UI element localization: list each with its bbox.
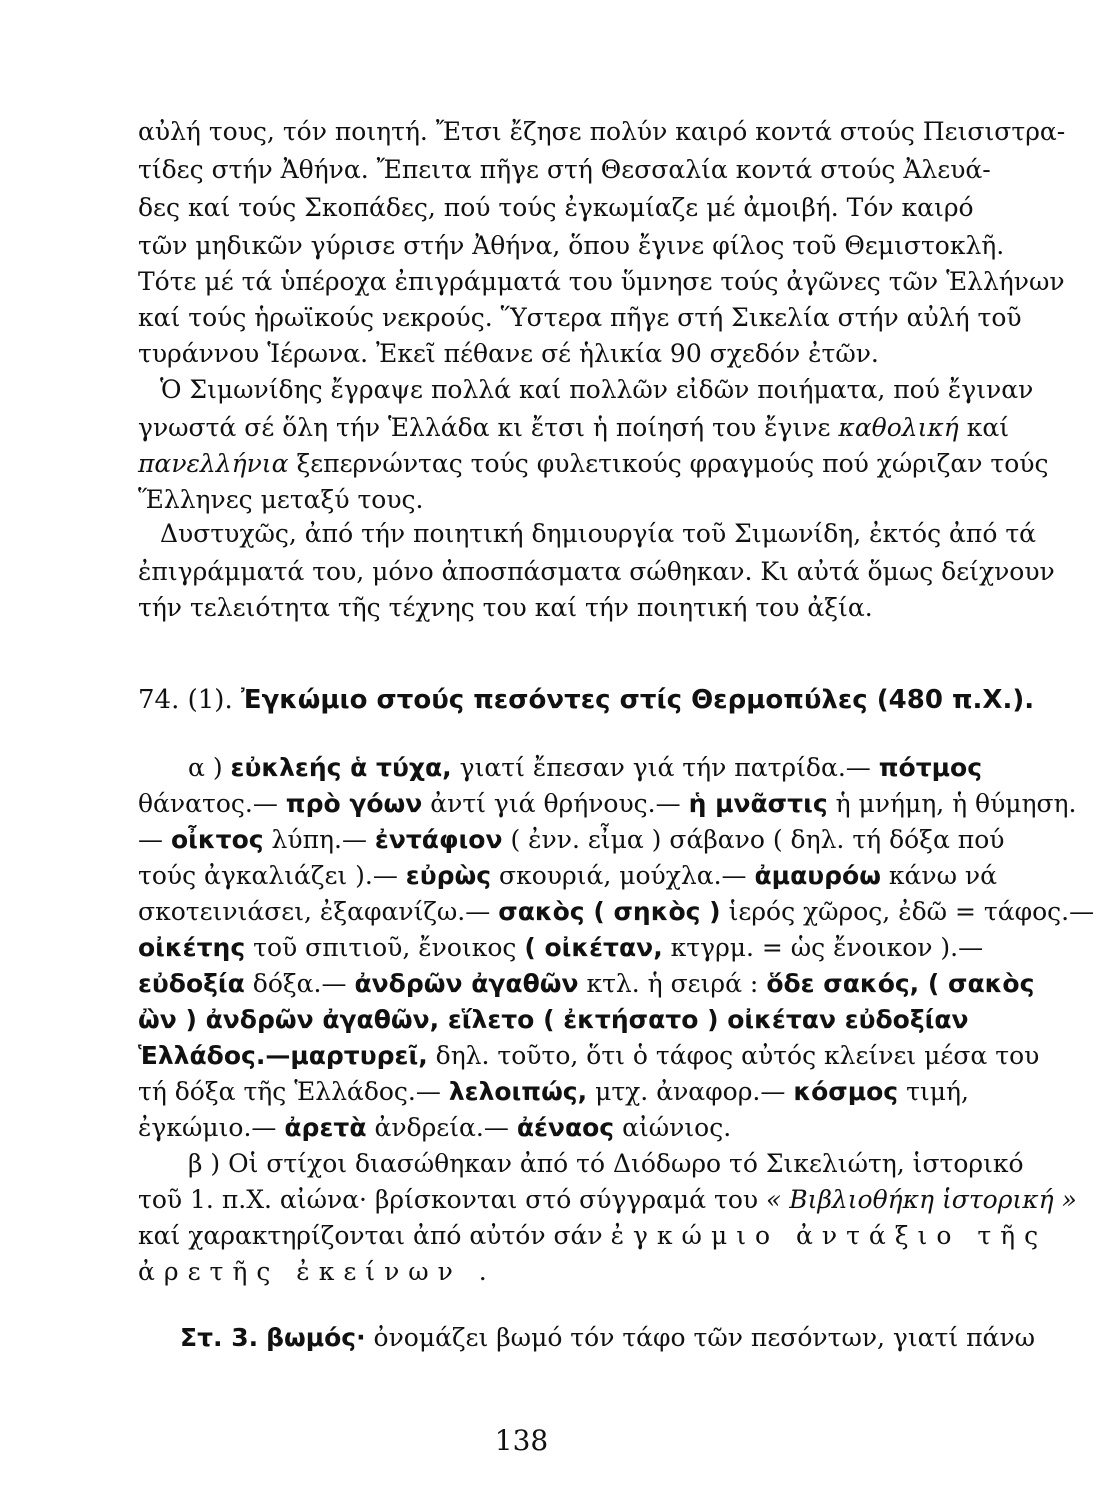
gloss-line [138,966,1035,1002]
gloss-term: εὐδοξία [138,969,245,998]
text-line: Ὁ Σιμωνίδης ἔγραψε πολλά καί πολλῶν εἰδῶν ποιήματα, πού ἔγιναν [160,375,1034,404]
heading-title: Ἐγκώμιο στούς πεσόντες στίς Θερμοπύλες (480 π.Χ.). [240,685,1035,715]
gloss-term: οἰκέτης [138,933,246,962]
text-line: ἐπιγράμματά του, μόνο ἀποσπάσματα σώθηκαν. Κι αὐτά ὅμως δείχνουν [138,557,1055,586]
gloss-term: ἀρετὰ [284,1113,367,1142]
gloss-line [138,1002,998,1038]
spaced-phrase: ἀρετῆς ἐκείνων . [138,1257,496,1286]
gloss-term: εὐρὼς [405,861,492,890]
verse-note [180,1320,1036,1356]
text-run: ἡ μνήμη, ἡ θύμηση. [835,789,1077,818]
text-run: δηλ. τοῦτο, ὅτι ὁ τάφος αὐτός κλείνει μέσα του [435,1041,1040,1070]
verse-label: Στ. 3. [180,1323,259,1352]
text-line: τυράννου Ἱέρωνα. Ἐκεῖ πέθανε σέ ἡλικία 90 σχεδόν ἐτῶν. [138,339,879,368]
gloss-term: λελοιπώς, [448,1077,588,1106]
italic-term: καθολική [838,413,959,442]
text-line: τίδες στήν Ἀθήνα. Ἔπειτα πῆγε στή Θεσσαλία κοντά στούς Ἀλευά- [138,155,991,184]
text-run: δόξα.— [252,969,347,998]
gloss-line [138,930,998,966]
gloss-term: κόσμος [793,1077,899,1106]
gloss-term: βωμός· [266,1323,366,1352]
gloss-term: ἀνδρῶν ἀγαθῶν [354,969,579,998]
gloss-line [138,858,998,894]
text-run: κτλ. ἡ σειρά : [586,969,759,998]
text-run: κάνω νά [888,861,998,890]
text-run: σκοτεινιάσει, ἐξαφανίζω.— [138,897,491,926]
section-heading [138,682,1035,718]
text-line: Δυστυχῶς, ἀπό τήν ποιητική δημιουργία τοῦ Σιμωνίδη, ἐκτός ἀπό τά [160,519,1037,548]
gloss-term: Ἑλλάδος.—μαρτυρεῖ, [138,1041,428,1070]
text-line: αὐλή τους, τόν ποιητή. Ἔτσι ἔζησε πολύν καιρό κοντά στούς Πεισιστρα- [138,117,1066,146]
gloss-line [138,1074,998,1110]
gloss-term: ( οἰκέταν, [524,933,663,962]
text-run: τοῦ σπιτιοῦ, ἔνοικος [253,933,517,962]
text-run: ὀνομάζει βωμό τόν τάφο τῶν πεσόντων, γιατί πάνω [373,1323,1036,1352]
text-run: ἱερός χῶρος, ἐδῶ = τάφος.— [728,897,1094,926]
gloss-term: ἐντάφιον [374,825,503,854]
text-run: κτγρμ. = ὡς ἔνοικον ).— [670,933,984,962]
page-number: 138 [494,1424,549,1457]
text-run: γιατί ἔπεσαν γιά τήν πατρίδα.— [459,753,871,782]
text-line [138,410,1010,446]
text-run: ἐγκώμιο.— [138,1113,277,1142]
text-line [138,1182,1077,1218]
text-run: λύπη.— [271,825,367,854]
gloss-term: πότμος [878,753,983,782]
gloss-term: εὐκλεής ἁ τύχα, [230,753,452,782]
text-run: γνωστά σέ ὅλη τήν Ἑλλάδα κι ἔτσι ἡ ποίησή του ἔγινε [138,413,831,442]
text-run: τιμή, [906,1077,969,1106]
text-run: αἰώνιος. [622,1113,732,1142]
text-line: δες καί τούς Σκοπάδες, πού τούς ἐγκωμίαζε μέ ἀμοιβή. Τόν καιρό [138,193,974,222]
text-line: τῶν μηδικῶν γύρισε στήν Ἀθήνα, ὅπου ἔγινε φίλος τοῦ Θεμιστοκλῆ. [138,231,1005,260]
gloss-line [138,786,1077,822]
text-run: θάνατος.— [138,789,278,818]
gloss-line [138,1038,1040,1074]
text-run: καί χαρακτηρίζονται ἀπό αὐτόν σάν [138,1221,603,1250]
italic-term: πανελλήνια [138,449,289,478]
text-line: Τότε μέ τά ὑπέροχα ἐπιγράμματά του ὕμνησε τούς ἀγῶνες τῶν Ἑλλήνων [138,267,1065,296]
gloss-term: ἀμαυρόω [754,861,881,890]
gloss-term: σακὸς ( σηκὸς ) [498,897,721,926]
gloss-line [138,1110,998,1146]
text-line: Ἕλληνες μεταξύ τους. [138,485,424,514]
text-run: ( ἐνν. εἶμα ) σάβανο ( δηλ. τή δόξα πού [510,825,1005,854]
text-run: καί [966,413,1010,442]
text-run: ἀνδρεία.— [374,1113,509,1142]
gloss-term: ἀέναος [516,1113,615,1142]
italic-title: « Βιβλιοθήκη ἱστορική » [766,1185,1077,1214]
spaced-phrase: ἐγκώμιο ἀντάξιο τῆς [610,1221,1048,1250]
text-line: τήν τελειότητα τῆς τέχνης του καί τήν ποιητική του ἀξία. [138,593,873,622]
text-run: σκουριά, μούχλα.— [499,861,747,890]
gloss-term: ἡ μνᾶστις [688,789,828,818]
text-line: καί τούς ἡρωϊκούς νεκρούς. Ὕστερα πῆγε στή Σικελία στήν αὐλή τοῦ [138,303,1022,332]
text-run: τή δόξα τῆς Ἑλλάδος.— [138,1077,441,1106]
text-run: τοῦ 1. π.Χ. αἰώνα· βρίσκονται στό σύγγραμά του [138,1185,759,1214]
text-run: τούς ἀγκαλιάζει ).— [138,861,398,890]
gloss-term: οἶκτος [170,825,264,854]
text-run: — [138,825,163,854]
gloss-term: ὅδε σακός, ( σακὸς [766,969,1035,998]
text-run: ἀντί γιά θρήνους.— [430,789,681,818]
text-run: α ) [188,753,223,782]
gloss-term: ὢν ) ἀνδρῶν ἀγαθῶν, εἵλετο ( ἐκτήσατο ) οἰκέταν εὐδοξίαν [138,1005,969,1034]
text-line: β ) Οἱ στίχοι διασώθηκαν ἀπό τό Διόδωρο τό Σικελιώτη, ἱστορικό [188,1149,1024,1178]
text-run: ξεπερνώντας τούς φυλετικούς φραγμούς πού χώριζαν τούς [296,449,1049,478]
gloss-term: πρὸ γόων [285,789,423,818]
text-line [138,446,1049,482]
heading-number: 74. (1). [138,685,233,715]
gloss-line [188,750,998,786]
gloss-line [138,822,1005,858]
text-line [138,1218,1048,1254]
gloss-line [138,894,1094,930]
text-run: μτχ. ἀναφορ.— [595,1077,786,1106]
